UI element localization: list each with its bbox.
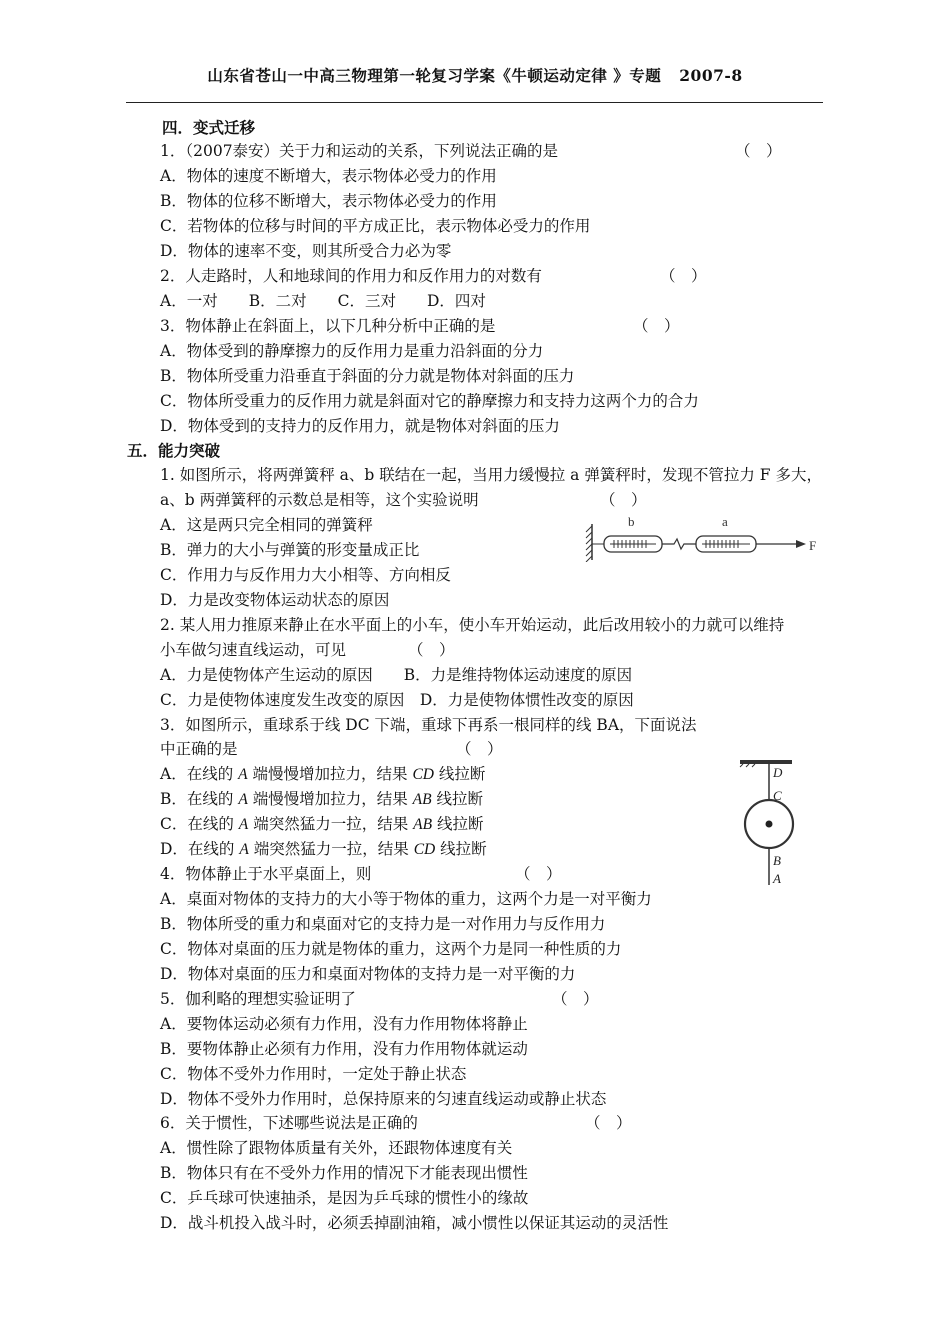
header-rule [126,102,823,103]
s5-q2-options-ab: A．力是使物体产生运动的原因 B．力是维持物体运动速度的原因 [160,666,633,684]
s5-q6-stem: 6．关于惯性，下述哪些说法是正确的 [160,1114,418,1132]
s4-q1-option-c: C．若物体的位移与时间的平方成正比，表示物体必受力的作用 [160,217,591,235]
s5-q1-answer-blank: （ ） [600,491,647,509]
header-title: 山东省苍山一中高三物理第一轮复习学案《牛顿运动定律 》专题 [207,66,662,85]
s5-q3-option-d: D．在线的 A 端突然猛力一拉，结果 CD 线拉断 [160,840,487,858]
label-D: D [773,765,783,780]
label-a: a [722,514,728,529]
s5-q3-option-a: A．在线的 A 端慢慢增加拉力，结果 CD 线拉断 [160,765,486,783]
s4-q3-stem: 3．物体静止在斜面上，以下几种分析中正确的是 [160,317,496,335]
s4-q2-options: A．一对 B．二对 C．三对 D．四对 [160,292,486,310]
s5-q1-option-a: A．这是两只完全相同的弹簧秤 [160,516,373,534]
spring-scale-figure [584,512,824,562]
label-B: B [773,853,781,868]
s5-q3-option-b: B．在线的 A 端慢慢增加拉力，结果 AB 线拉断 [160,790,484,808]
s5-q6-option-a: A．惯性除了跟物体质量有关外，还跟物体速度有关 [160,1139,513,1157]
s5-q2-stem-line1: 2. 某人用力推原来静止在水平面上的小车，使小车开始运动，此后改用较小的力就可以维持 [160,616,785,634]
s4-q3-option-a: A．物体受到的静摩擦力的反作用力是重力沿斜面的分力 [160,342,544,360]
page-header [0,64,950,86]
s4-q3-option-c: C．物体所受重力的反作用力就是斜面对它的静摩擦力和支持力这两个力的合力 [160,392,699,410]
s4-q2-stem: 2．人走路时，人和地球间的作用力和反作用力的对数有 [160,267,542,285]
s5-q1-option-d: D．力是改变物体运动状态的原因 [160,591,390,609]
s5-q3-answer-blank: （ ） [456,740,503,758]
label-C: C [773,788,782,803]
s5-q3-stem-line1: 3．如图所示，重球系于线 DC 下端，重球下再系一根同样的线 BA，下面说法 [160,716,697,734]
s5-q3-option-c: C．在线的 A 端突然猛力一拉，结果 AB 线拉断 [160,815,484,833]
ceiling [740,760,792,764]
s5-q1-stem-line2: a、b 两弹簧秤的示数总是相等，这个实验说明 [160,491,479,509]
s5-q1-stem-line1: 1. 如图所示，将两弹簧秤 a、b 联结在一起，当用力缓慢拉 a 弹簧秤时，发现不管拉力 F 多大， [160,466,822,484]
section-4-title: 四．变式迁移 [162,118,256,137]
s5-q5-option-a: A．要物体运动必须有力作用，没有力作用物体将静止 [160,1015,528,1033]
s4-q3-option-d: D．物体受到的支持力的反作用力，就是物体对斜面的压力 [160,417,560,435]
s4-q1-answer-blank: （ ） [735,142,782,160]
s5-q4-stem: 4．物体静止于水平桌面上，则 [160,865,372,883]
s5-q2-stem-line2: 小车做匀速直线运动，可见 [160,641,347,659]
force-arrow-head [796,540,806,548]
s4-q3-option-b: B．物体所受重力沿垂直于斜面的分力就是物体对斜面的压力 [160,367,575,385]
s4-q2-answer-blank: （ ） [660,267,707,285]
s5-q1-option-c: C．作用力与反作用力大小相等、方向相反 [160,566,451,584]
s5-q4-option-a: A．桌面对物体的支持力的大小等于物体的重力，这两个力是一对平衡力 [160,890,652,908]
s5-q4-option-c: C．物体对桌面的压力就是物体的重力，这两个力是同一种性质的力 [160,940,622,958]
wall-hatching [586,526,592,562]
s4-q1-option-a: A．物体的速度不断增大，表示物体必受力的作用 [160,167,497,185]
label-b: b [628,514,635,529]
s4-q1-option-b: B．物体的位移不断增大，表示物体必受力的作用 [160,192,497,210]
s5-q2-options-cd: C．力是使物体速度发生改变的原因 D．力是使物体惯性改变的原因 [160,691,634,709]
s5-q4-option-b: B．物体所受的重力和桌面对它的支持力是一对作用力与反作用力 [160,915,606,933]
label-F: F [809,538,817,553]
s5-q6-option-d: D．战斗机投入战斗时，必须丢掉副油箱，减小惯性以保证其运动的灵活性 [160,1214,669,1232]
s5-q5-stem: 5．伽利略的理想实验证明了 [160,990,356,1008]
section-5-title: 五．能力突破 [127,441,221,460]
s5-q4-answer-blank: （ ） [515,865,562,883]
s5-q2-answer-blank: （ ） [408,641,455,659]
s5-q3-stem-line2: 中正确的是 [160,740,238,758]
s5-q6-answer-blank: （ ） [585,1114,632,1132]
connecting-hook [662,539,696,549]
s5-q5-answer-blank: （ ） [552,990,599,1008]
s5-q6-option-c: C．乒乓球可快速抽杀，是因为乒乓球的惯性小的缘故 [160,1189,529,1207]
s4-q1-stem: 1．（2007泰安）关于力和运动的关系，下列说法正确的是 [160,142,559,160]
s5-q1-option-b: B．弹力的大小与弹簧的形变量成正比 [160,541,420,559]
ball-center-dot [766,821,773,828]
label-A: A [773,871,781,886]
s5-q5-option-c: C．物体不受外力作用时，一定处于静止状态 [160,1065,467,1083]
header-date: 2007-8 [679,66,743,85]
s5-q5-option-b: B．要物体静止必须有力作用，没有力作用物体就运动 [160,1040,528,1058]
s5-q5-option-d: D．物体不受外力作用时，总保持原来的匀速直线运动或静止状态 [160,1090,607,1108]
s5-q6-option-b: B．物体只有在不受外力作用的情况下才能表现出惯性 [160,1164,528,1182]
s4-q3-answer-blank: （ ） [633,317,680,335]
s4-q1-option-d: D．物体的速率不变，则其所受合力必为零 [160,242,452,260]
hanging-ball-figure [735,757,805,889]
s5-q4-option-d: D．物体对桌面的压力和桌面对物体的支持力是一对平衡的力 [160,965,576,983]
